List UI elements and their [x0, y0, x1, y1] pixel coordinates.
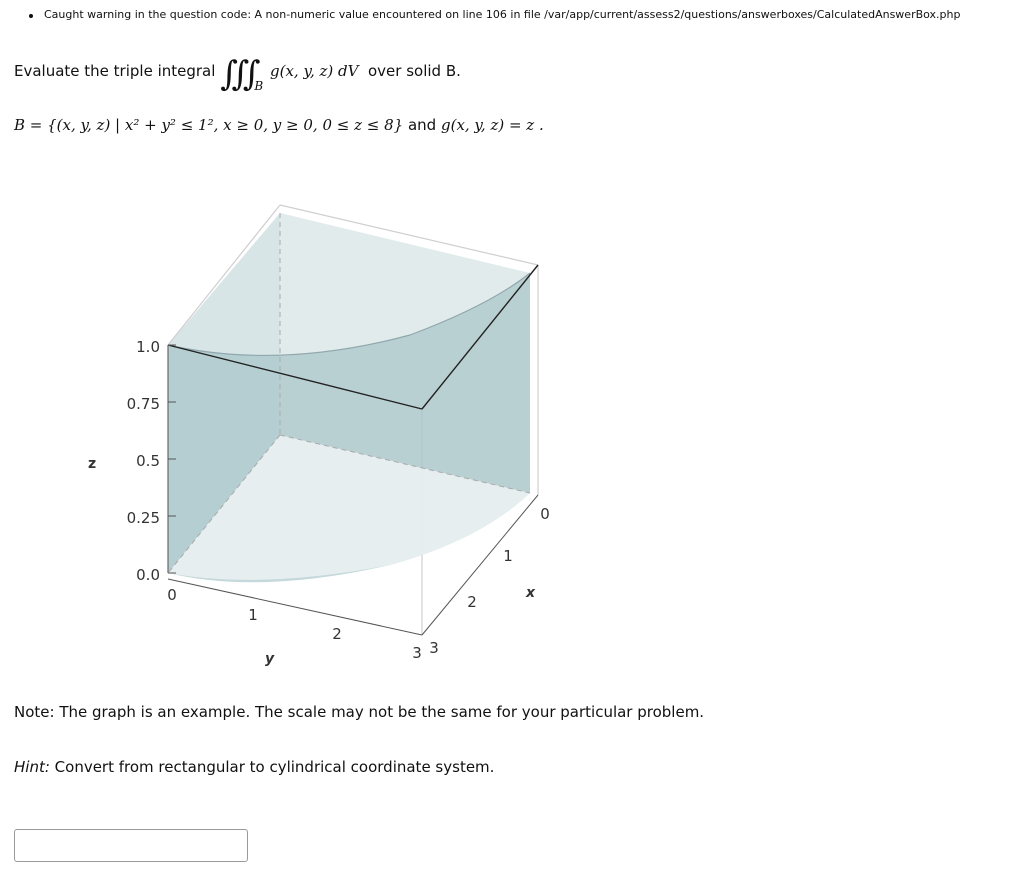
note-text: Note: The graph is an example. The scale may not be the same for your particular problem. — [14, 703, 705, 721]
y-tick-label: 2 — [332, 625, 342, 643]
y-tick-label: 3 — [412, 644, 422, 662]
z-tick-label: 0.75 — [126, 395, 160, 413]
x-axis-label: x — [526, 585, 536, 601]
x-tick-label: 1 — [503, 547, 513, 565]
hint-text: Convert from rectangular to cylindrical coordinate system. — [54, 758, 495, 776]
period: . — [539, 116, 544, 134]
y-axis-label: y — [265, 651, 275, 667]
function-definition: g(x, y, z) = z — [440, 116, 535, 134]
question-prompt — [14, 54, 461, 94]
x-tick-label: 3 — [429, 639, 439, 657]
y-tick-label: 0 — [167, 586, 177, 604]
z-tick-label: 1.0 — [136, 338, 160, 356]
z-tick-label: 0.0 — [136, 566, 160, 584]
integral-region: B — [254, 79, 264, 93]
triple-integral-sign: ∭ — [220, 54, 251, 94]
prompt-trail: over solid B. — [368, 62, 461, 80]
hint — [14, 758, 494, 776]
x-tick-label: 0 — [540, 505, 550, 523]
integrand: g(x, y, z) dV — [270, 62, 359, 80]
bullet-icon — [29, 14, 33, 18]
prompt-lead: Evaluate the triple integral — [14, 62, 216, 80]
z-tick-label: 0.5 — [136, 452, 160, 470]
y-tick-label: 1 — [248, 606, 258, 624]
answer-input[interactable] — [14, 829, 248, 862]
hint-label: Hint: — [14, 758, 50, 776]
solid-set: B = {(x, y, z) | x² + y² ≤ 1², x ≥ 0, y ≥ 0, 0 ≤ z ≤ 8} — [14, 116, 404, 134]
solid-graph — [80, 195, 580, 675]
z-axis-label: z — [88, 456, 97, 472]
solid-definition — [14, 116, 544, 134]
and-text: and — [407, 116, 437, 134]
x-tick-label: 2 — [467, 593, 477, 611]
warning-text: Caught warning in the question code: A non-numeric value encountered on line 106 in file /var/app/current/assess2/questions/answerboxes/CalculatedAnswerBox.php — [44, 8, 961, 21]
y-axis — [168, 579, 422, 635]
z-tick-label: 0.25 — [126, 509, 160, 527]
warning-message — [44, 8, 960, 21]
